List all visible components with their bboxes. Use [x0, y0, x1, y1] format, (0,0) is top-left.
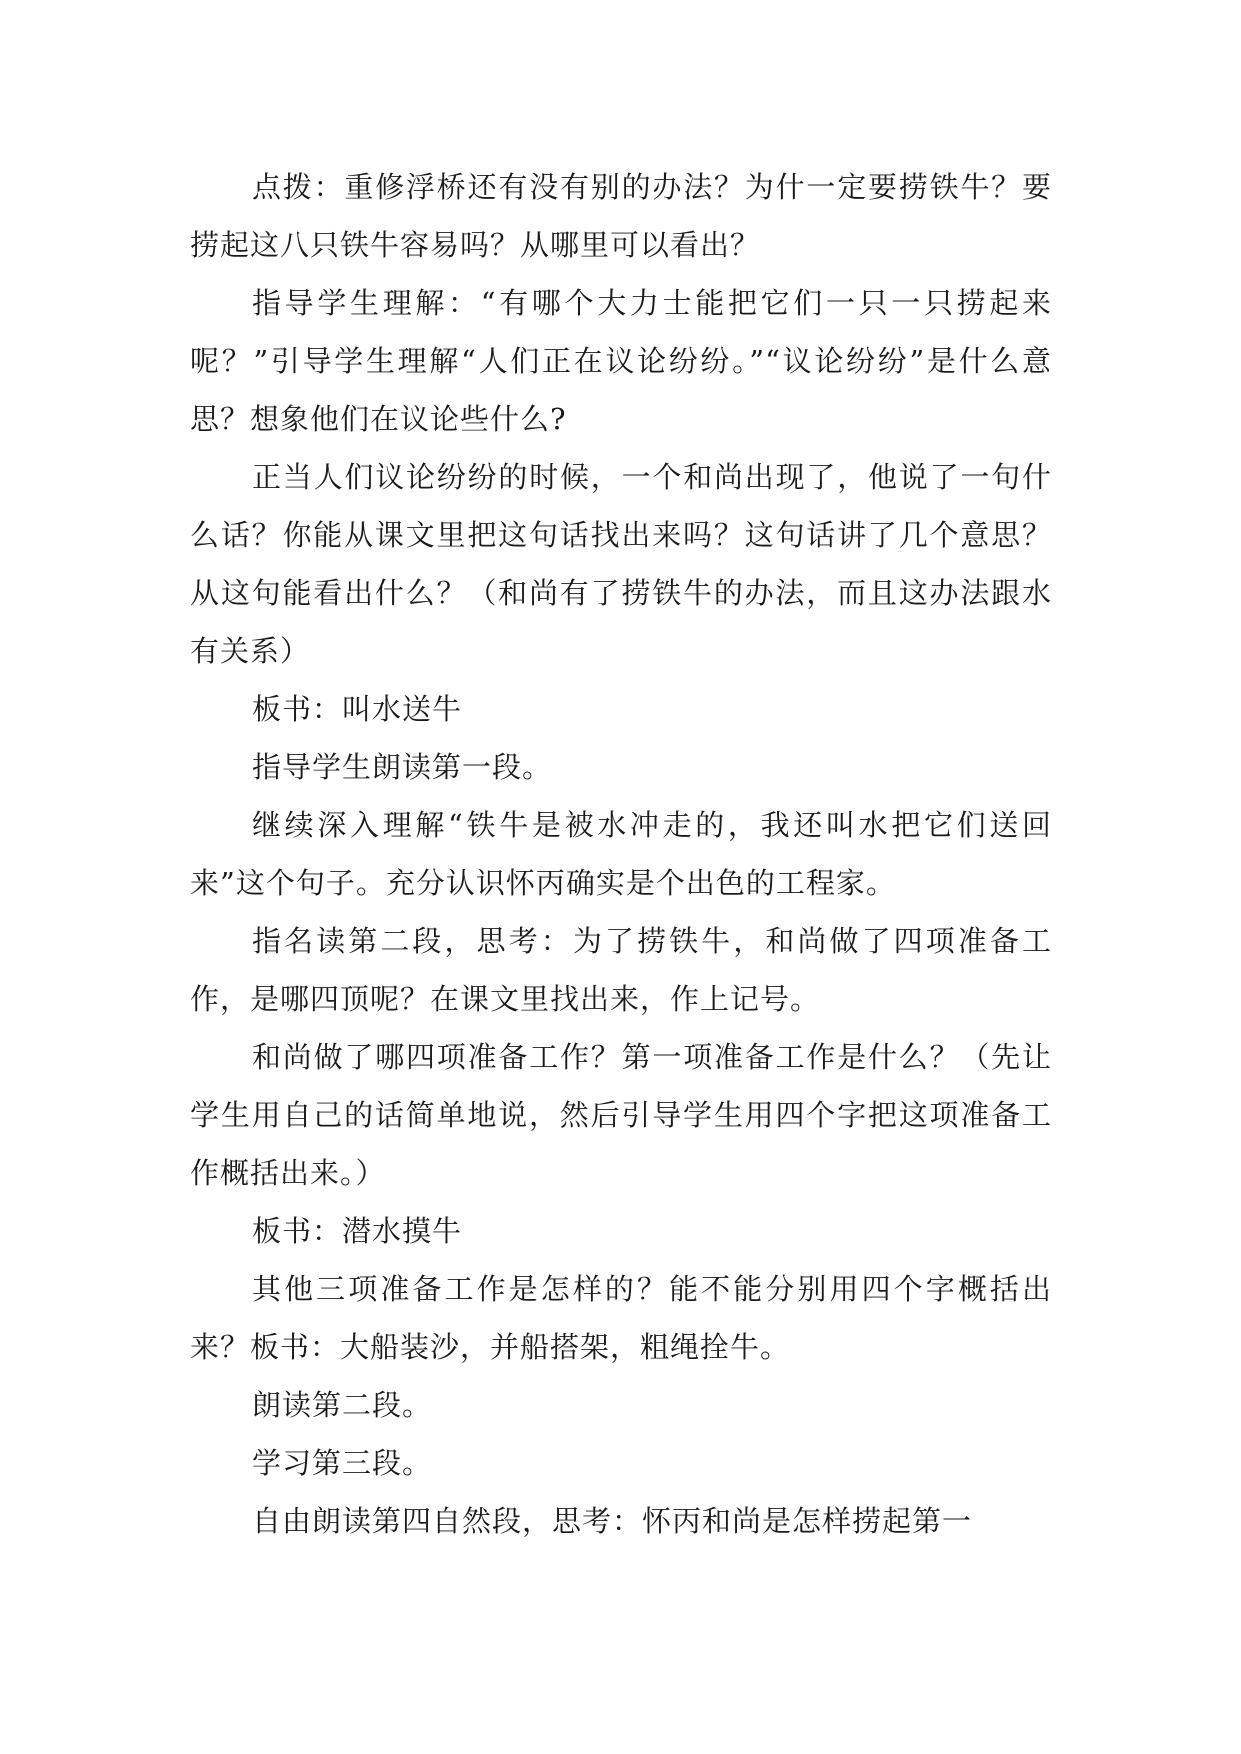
paragraph-board-2: 板书：潜水摸牛: [252, 1214, 463, 1248]
paragraph-deep-understanding: 继续深入理解“铁牛是被水冲走的，我还叫水把它们送回来”这个句子。充分认识怀丙确实是个出色的工程家。: [190, 808, 1052, 900]
paragraph-hint: 点拨：重修浮桥还有没有别的办法？为什一定要捞铁牛？要捞起这八只铁牛容易吗？从哪里可以看出？: [190, 170, 1052, 262]
paragraph-study-section-3: 学习第三段。: [252, 1446, 433, 1480]
paragraph-board-1: 板书：叫水送牛: [252, 692, 463, 726]
paragraph-read-section-2: 指名读第二段，思考：为了捞铁牛，和尚做了四项准备工作，是哪四顶呢？在课文里找出来，作上记号。: [190, 924, 1052, 1016]
paragraph-four-preparations: 和尚做了哪四项准备工作？第一项准备工作是什么？（先让学生用自己的话简单地说，然后引导学生用四个字把这项准备工作概括出来。）: [190, 1040, 1052, 1190]
document-body: [190, 158, 1052, 1550]
paragraph-monk-appears: 正当人们议论纷纷的时候，一个和尚出现了，他说了一句什么话？你能从课文里把这句话找出来吗？这句话讲了几个意思？从这句能看出什么？（和尚有了捞铁牛的办法，而且这办法跟水有关系）: [190, 460, 1052, 668]
paragraph-free-reading: 自由朗读第四自然段，思考：怀丙和尚是怎样捞起第一: [252, 1504, 973, 1538]
paragraph-read-section-1: 指导学生朗读第一段。: [252, 750, 553, 784]
paragraph-guide-understanding: 指导学生理解：“有哪个大力士能把它们一只一只捞起来呢？”引导学生理解“人们正在议论纷纷。”“议论纷纷”是什么意思？想象他们在议论些什么?: [190, 286, 1052, 436]
paragraph-other-preparations: 其他三项准备工作是怎样的？能不能分别用四个字概括出来？板书：大船装沙，并船搭架，粗绳拴牛。: [190, 1272, 1052, 1364]
paragraph-read-aloud-2: 朗读第二段。: [252, 1388, 433, 1422]
